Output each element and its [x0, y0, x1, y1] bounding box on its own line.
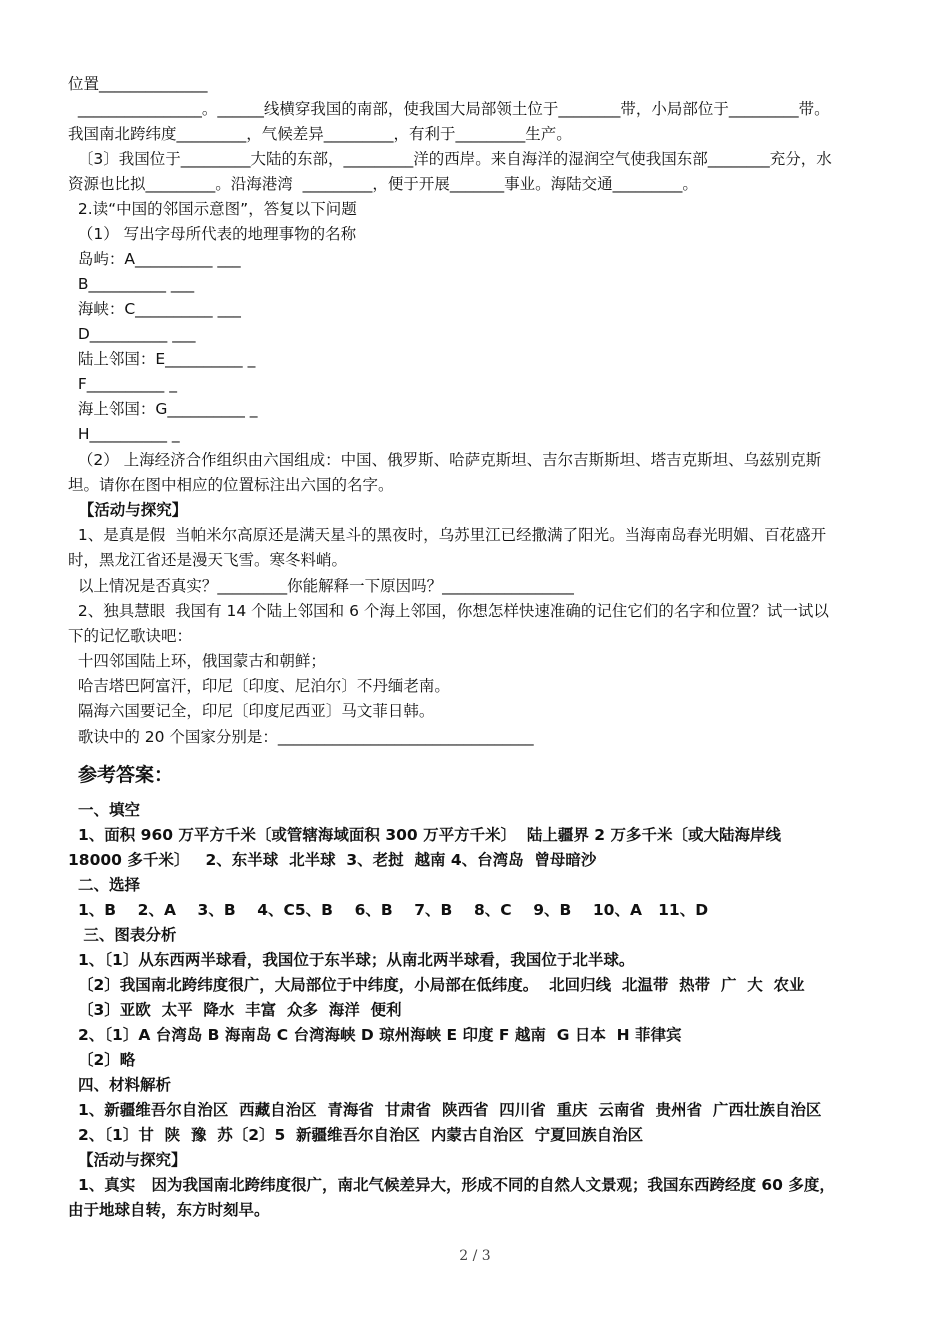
text-line: 2.读“中国的邻国示意图”，答复以下问题 — [68, 200, 357, 218]
text-line: 资源也比拟_________。沿海港湾 _________，便于开展_______事业。海陆交通_________。 — [68, 175, 698, 193]
text-line: （2） 上海经济合作组织由六国组成：中国、俄罗斯、哈萨克斯坦、吉尔吉斯斯坦、塔吉克斯坦、乌兹别克斯 — [68, 451, 822, 469]
text-line: 歌诀中的 20 个国家分别是：_________________________________ — [68, 728, 534, 746]
answers-heading: 参考答案： — [78, 764, 174, 786]
text-line: ________________。______线横穿我国的南部，使我国大局部领土位于________带，小局部位于_________带。 — [68, 100, 830, 118]
answer-line: 由于地球自转，东方时刻早。 — [68, 1201, 270, 1219]
text-line: 十四邻国陆上环，俄国蒙古和朝鲜； — [68, 652, 326, 670]
text-line: 海峡：C__________ ___ — [68, 300, 241, 318]
text-line: 我国南北跨纬度_________，气候差异_________，有利于_________生产。 — [68, 125, 572, 143]
answer-line: 1、新疆维吾尔自治区 西藏自治区 青海省 甘肃省 陕西省 四川省 重庆 云南省 贵州省 广西壮族自治区 — [78, 1101, 822, 1119]
page-number: 2 / 3 — [459, 1248, 491, 1264]
answer-line: 〔3〕亚欧 太平 降水 丰富 众多 海洋 便利 — [78, 1001, 402, 1019]
text-line: 下的记忆歌诀吧： — [68, 627, 193, 645]
answer-line: 〔2〕我国南北跨纬度很广，大局部位于中纬度，小局部在低纬度。 北回归线 北温带 热带 广 大 农业 — [78, 976, 805, 994]
text-line: 岛屿：A__________ ___ — [68, 250, 241, 268]
answer-line: 〔2〕略 — [78, 1051, 136, 1069]
answer-line: 1、真实 因为我国南北跨纬度很广，南北气候差异大，形成不同的自然人文景观；我国东西跨经度 60 多度， — [78, 1176, 835, 1194]
text-line: 以上情况是否真实？_________你能解释一下原因吗？_________________ — [68, 577, 574, 595]
text-line: H__________ _ — [68, 425, 180, 443]
text-line: B__________ ___ — [68, 275, 195, 293]
answer-line: 2、〔1〕甘 陕 豫 苏〔2〕5 新疆维吾尔自治区 内蒙古自治区 宁夏回族自治区 — [78, 1126, 644, 1144]
text-line: 隔海六国要记全，印尼〔印度尼西亚〕马文菲日韩。 — [68, 702, 435, 720]
answer-line: 1、〔1〕从东西两半球看，我国位于东半球；从南北两半球看，我国位于北半球。 — [78, 951, 635, 969]
answer-line: 1、面积 960 万平方千米〔或管辖海域面积 300 万平方千米〕 陆上疆界 2 万多千米〔或大陆海岸线 — [78, 826, 781, 844]
answer-line: 二、选择 — [78, 876, 141, 894]
answer-line: 【活动与探究】 — [78, 1151, 187, 1169]
section-heading: 【活动与探究】 — [68, 501, 188, 519]
answer-line: 1、B 2、A 3、B 4、C5、B 6、B 7、B 8、C 9、B 10、A 11、D — [78, 901, 709, 919]
answer-line: 2、〔1〕A 台湾岛 B 海南岛 C 台湾海峡 D 琼州海峡 E 印度 F 越南 G 日本 H 菲律宾 — [78, 1026, 682, 1044]
answer-line: 四、材料解析 — [78, 1076, 172, 1094]
text-line: 陆上邻国：E__________ _ — [68, 350, 256, 368]
text-line: 海上邻国：G__________ _ — [68, 400, 258, 418]
text-line: D__________ ___ — [68, 325, 196, 343]
text-line: 〔3〕我国位于_________大陆的东部，_________洋的西岸。来自海洋的湿润空气使我国东部________充分，水 — [68, 150, 832, 168]
text-line: （1） 写出字母所代表的地理事物的名称 — [68, 225, 357, 243]
text-line: 位置______________ — [68, 75, 208, 93]
answer-line: 18000 多千米〕 2、东半球 北半球 3、老挝 越南 4、台湾岛 曾母暗沙 — [68, 851, 597, 869]
text-line: 哈吉塔巴阿富汗，印尼〔印度、尼泊尔〕不丹缅老南。 — [68, 677, 450, 695]
answer-line: 三、图表分析 — [78, 926, 177, 944]
text-line: 2、独具慧眼 我国有 14 个陆上邻国和 6 个海上邻国，你想怎样快速准确的记住它们的名字和位置？试一试以 — [68, 602, 829, 620]
text-line: 时，黑龙江省还是漫天飞雪。寒冬料峭。 — [68, 551, 348, 569]
text-line: 坦。请你在图中相应的位置标注出六国的名字。 — [68, 476, 394, 494]
text-line: 1、是真是假 当帕米尔高原还是满天星斗的黑夜时，乌苏里江已经撒满了阳光。当海南岛春光明媚、百花盛开 — [68, 526, 827, 544]
text-line: F__________ _ — [68, 375, 177, 393]
answer-line: 一、填空 — [78, 801, 141, 819]
